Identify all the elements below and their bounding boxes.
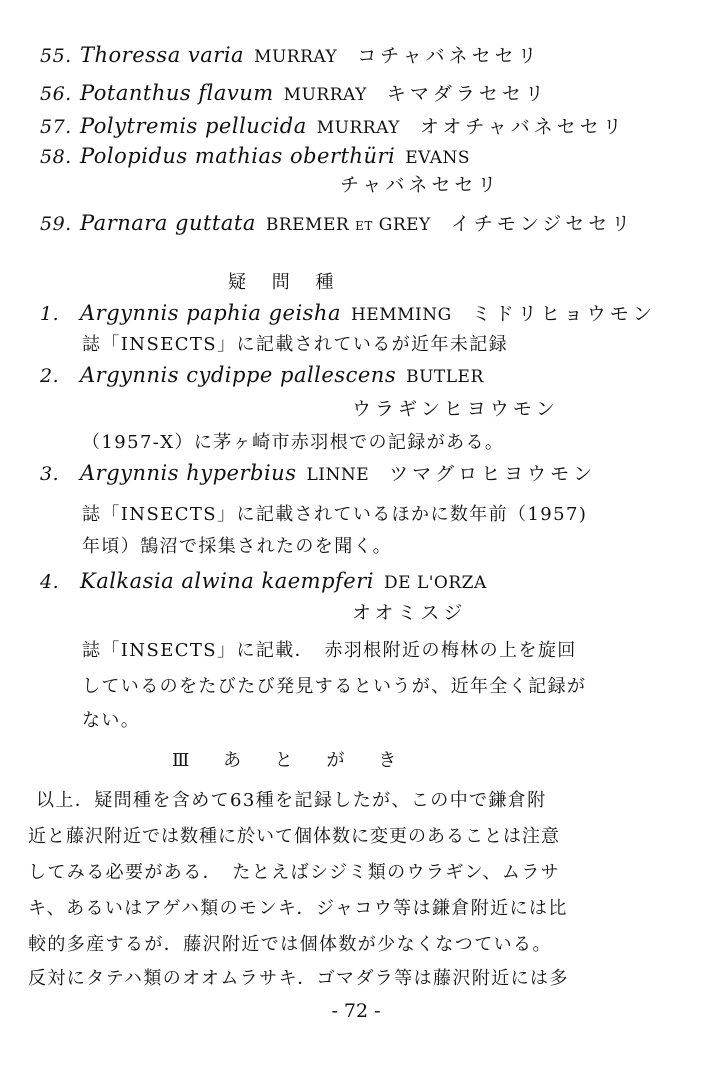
- author-name: MURRAY: [283, 85, 367, 105]
- entry-note: （1957-Ⅹ）に茅ヶ崎市赤羽根での記録がある。: [82, 432, 505, 453]
- scientific-name: Parnara guttata: [80, 211, 256, 235]
- japanese-name: イチモンジセセリ: [450, 213, 635, 235]
- doubtful-entry: [40, 300, 682, 328]
- species-entry: [40, 42, 682, 70]
- afterword-line: 以上．疑問種を含めて63種を記録したが、この中で鎌倉附: [36, 790, 547, 811]
- scientific-name: Argynnis hyperbius: [80, 461, 297, 485]
- scientific-name: Polopidus mathias oberthüri: [80, 144, 396, 168]
- doubtful-entry: [40, 568, 682, 596]
- author-name: MURRAY: [254, 47, 338, 67]
- scientific-name: Potanthus flavum: [80, 81, 274, 105]
- species-entry: [40, 210, 682, 238]
- species-entry: [40, 113, 682, 141]
- japanese-name: オオミスジ: [352, 602, 467, 624]
- author-name: EVANS: [405, 148, 471, 168]
- doubtful-entry: [40, 362, 682, 390]
- author-name: BUTLER: [406, 367, 484, 387]
- entry-number: 57.: [40, 116, 72, 138]
- entry-number: 2.: [40, 365, 60, 387]
- scientific-name: Kalkasia alwina kaempferi: [80, 569, 374, 593]
- japanese-name: ウラギンヒヨウモン: [352, 398, 559, 420]
- afterword-line: 反対にタテハ類のオオムラサキ．ゴマダラ等は藤沢附近には多: [28, 968, 569, 989]
- scientific-name: Polytremis pellucida: [80, 114, 307, 138]
- scientific-name: Argynnis cydippe pallescens: [80, 363, 397, 387]
- entry-number: 58.: [40, 146, 72, 168]
- species-entry: [40, 143, 682, 171]
- entry-number: 3.: [40, 463, 60, 485]
- entry-number: 59.: [40, 213, 72, 235]
- afterword-line: キ、あるいはアゲハ類のモンキ．ジャコウ等は鎌倉附近には比: [28, 898, 568, 919]
- species-entry: [40, 80, 682, 108]
- entry-number: 56.: [40, 83, 72, 105]
- section-heading-afterword: Ⅲ あ と が き: [172, 750, 411, 771]
- author-name: HEMMING: [350, 305, 452, 325]
- section-heading-doubtful: 疑 問 種: [228, 272, 344, 293]
- author-name: LINNE: [306, 465, 370, 485]
- afterword-line: 近と藤沢附近では数種に於いて個体数に変更のあることは注意: [28, 826, 560, 847]
- entry-note: 誌「INSECTS」に記載． 赤羽根附近の梅林の上を旋回: [82, 640, 577, 661]
- page-number: - 72 -: [331, 1000, 381, 1022]
- entry-note: 誌「INSECTS」に記載されているほかに数年前（1957): [82, 504, 588, 525]
- entry-note: 年頃）鵠沼で採集されたのを聞く。: [82, 536, 393, 557]
- entry-note: ない。: [82, 710, 141, 731]
- scientific-name: Thoressa varia: [80, 43, 245, 67]
- entry-number: 1.: [40, 303, 60, 325]
- author-name: BREMER et GREY: [265, 215, 431, 235]
- japanese-name: コチャバネセセリ: [357, 45, 541, 67]
- japanese-name: ツマグロヒヨウモン: [389, 463, 597, 485]
- entry-note: 誌「INSECTS」に記載されているが近年未記録: [82, 334, 509, 355]
- author-name: MURRAY: [316, 118, 400, 138]
- afterword-line: 較的多産するが．藤沢附近では個体数が少なくなつている。: [28, 934, 552, 955]
- japanese-name: オオチャバネセセリ: [419, 116, 626, 138]
- entry-note: しているのをたびたび発見するというが、近年全く記録が: [82, 676, 587, 697]
- entry-number: 4.: [40, 571, 60, 593]
- doubtful-entry: [40, 460, 682, 488]
- japanese-name: ミドリヒョウモン: [471, 303, 656, 325]
- afterword-line: してみる必要がある． たとえばシジミ類のウラギン、ムラサ: [28, 862, 561, 883]
- japanese-name: キマダラセセリ: [386, 83, 548, 105]
- scientific-name: Argynnis paphia geisha: [80, 301, 341, 325]
- japanese-name: チャバネセセリ: [340, 174, 501, 196]
- entry-number: 55.: [40, 45, 72, 67]
- author-name: DE L'ORZA: [384, 573, 487, 593]
